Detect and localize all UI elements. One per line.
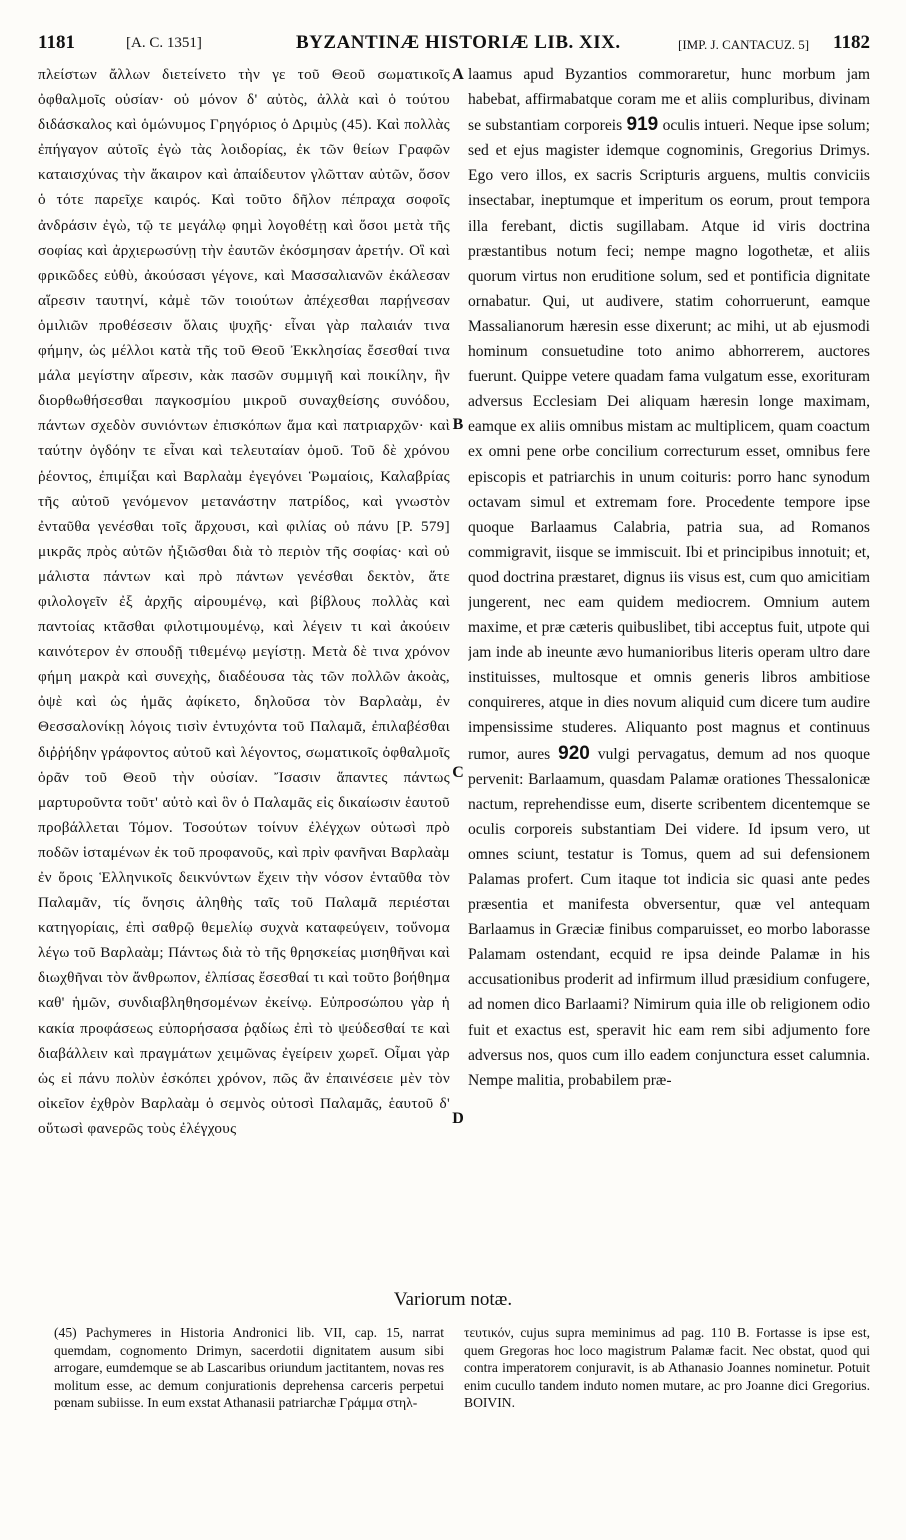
emperor-reference: [IMP. J. CANTACUZ. 5] (678, 37, 810, 52)
page-number-right: 1182 (833, 32, 870, 53)
notes-heading: Variorum notæ. (393, 1289, 513, 1310)
greek-column (38, 62, 450, 1284)
latin-text-part-1: laamus apud Byzantios commoraretur, hunc morbum jam habebat, affirmabatque coram me et aliis compluribus, divinam se substantiam corporeis (468, 66, 870, 135)
footnote-right-column (464, 1324, 870, 1528)
latin-text-part-3: vulgi pervagatus, demum ad nos quoque pervenit: Barlaamum, quasdam Palamæ orationes Thessalonicæ nactum, reprehendisse eum, diserte scribentem dicentemque se oculis corporeis substantiam Dei videre. Id ipsum vero, ut omnes sciunt, testatur is Tomus, quem ad sui defensionem Palamas profert. Cum itaque tot indicia sic quasi ante pedes præsentia et manifesta obversentur, quæ vel antequam Barlaamus in Græciæ finibus comparuisset, eo morbo laborasse Palamam ostendant, ecquid re ipsa deinde Palamæ in his accusationibus proderit ad infirmum illud præsidium confugere, ad nomen dico Barlaami? Nimirum quia ille ob religionem odio fuit et exactus est, speravit hic eam rem sibi adjumento fore adversus nos, quos cum illo eadem conjunctura esset calumnia. Nempe malitia, probabilem præ- (468, 745, 870, 1089)
footnote-45-continued: τευτικόν, cujus supra meminimus ad pag. 110 B. Fortasse is ipse est, quem Gregoras hoc loco magistrum Palamæ facit. Nec obstat, quod qui contra imperatorem conjuravit, is ab Athanasio Joannes nominetur. Potuit enim cucullo tandem induto nomen mutare, ac pro Joanne dici Gregorius. BOIVIN. (464, 1325, 870, 1410)
greek-paragraph: πλείστων ἄλλων διετείνετο τὴν γε τοῦ Θεοῦ σωματικοῖς ὀφθαλμοῖς οὐσίαν· οὐ μόνον δ' αὐτὸς, ἀλλὰ καὶ ὁ τούτου διδάσκαλος καὶ ὁμώνυμος Γρηγόριος ὁ Δριμὺς (45). Καὶ πολλὰς ἐπήγαγον αὐτοῖς ἐγὼ τὰς λοιδορίας, ἐκ τῶν θείων Γραφῶν καταισχύνας τὴν ἄκαιρον καὶ ἀπαίδευτον γλῶτταν αὐτῶν, ὅσον ὁ τότε παρεῖχε καιρός. Καὶ τοῦτο δῆλον πέπραχα σοφοῖς ἀνδράσιν ἐγὼ, τῷ τε μεγάλῳ φημὶ λογοθέτῃ καὶ ὅσοι μετὰ τῆς σοφίας καὶ ἀρχιερωσύνῃ τὴν ἑαυτῶν ἐκόσμησαν ἀρετήν. Οἳ καὶ φρικῶδες εὐθὺ, ἀκούσασι γέγονε, καὶ Μασσαλιανῶν ἐκάλεσαν αἵρεσιν ταυτηνί, κἀμὲ τῶν τοιούτων ἀπέχεσθαι παρῄνεσαν ὁμιλιῶν προθέσεσιν ὅλαις ψυχῆς· εἶναι γὰρ παλαιάν τινα φήμην, ὡς μέλλοι κατὰ τῆς τοῦ Θεοῦ Ἐκκλησίας ἔσεσθαί τινα μάλα μεγίστην αἵρεσιν, κὰκ πασῶν συμμιγῆ καὶ ποικίλην, ἣν διορθωθήσεσθαι παγκοσμίου μικροῦ συναχθείσης συνόδου, πάντων σχεδὸν συνιόντων ἐπισκόπων ἅμα καὶ πατριαρχῶν· καὶ ταύτην ὀγδόην τε εἶναι καὶ τελευταίαν ὁμοῦ. Τοῦ δὲ χρόνου ῥέοντος, ἐπιμίξαι καὶ Βαρλαὰμ ἐγεγόνει Ῥωμαίοις, Καλαβρίας τῆς αὐτοῦ γενόμενον μετανάστην πατρίδος, καὶ γνωστὸν ἐνταῦθα γενέσθαι τοῖς ἄρχουσι, καὶ φιλίας οὐ πάνυ [P. 579] μικρᾶς πρὸς αὐτῶν ἠξιῶσθαι διὰ τὸ περιὸν τῆς σοφίας· καὶ οὐ μάλιστα πάντων καὶ πρὸ πάντων γενέσθαι δεκτὸν, ἅτε φιλολογεῖν ἐξ ἀρχῆς αἱρουμένῳ, καὶ βίβλους πολλὰς καὶ παντοίας κτᾶσθαι φιλοτιμουμένῳ, καὶ λέγειν τι καὶ ἀκούειν καινότερον ἐν σπουδῇ τιθεμένῳ μεγίστῃ. Μετὰ δὲ τινα χρόνον φήμη μακρὰ καὶ συνεχὴς, διαδέουσα τὰς τῶν πολλῶν ἀκοὰς, ὀψὲ καὶ ὡς ἡμᾶς ἀφίκετο, δηλοῦσα τὸν Βαρλαὰμ, ἐν Θεσσαλονίκῃ λόγοις τισὶν ἐντυχόντα τοῦ Παλαμᾶ, ἐπιλαβέσθαι διῤῥήδην γράφοντος αὐτοῦ καὶ λέγοντος, σωματικοῖς ὀφθαλμοῖς ὁρᾶν τοῦ Θεοῦ τὴν οὐσίαν. Ἴσασιν ἅπαντες πάντως μαρτυροῦντα τοῦτ' αὐτὸ καὶ ὃν ὁ Παλαμᾶς εἰς δικαίωσιν ἑαυτοῦ προβάλλεται Τόμον. Τοσούτων τοίνυν ἐλέγχων οὑτωσὶ πρὸ ποδῶν ἱσταμένων ἐκ τοῦ προφανοῦς, καὶ πρὶν φανῆναι Βαρλαὰμ ἐν ὅροις Ἑλληνικοῖς δεικνύντων ἔχειν τὴν νόσον ἐνταῦθα τὸν Παλαμᾶν, τίς ὄνησις ἀληθὴς ταῖς τοῦ Παλαμᾶ περιέσται κατηγορίαις, ἐπὶ σαθρῷ θεμελίῳ συχνὰ καταφεύγειν, τοὔνομα λέγω τοῦ Βαρλαὰμ; Πάντως διὰ τὸ τῆς θρησκείας μισηθῆναι καὶ διωχθῆναι τὸν ἄνθρωπον, ἐλπίσας ἔσεσθαί τι καὶ τοῦτο βοήθημα καθ' ἡμῶν, συνδιαβληθησομένων ἐκείνῳ. Εὐπροσώπου γὰρ ἡ κακία προφάσεως εὐπορήσασα ῥᾳδίως ἐπὶ τὸ ψεύδεσθαί τε καὶ διαβάλλειν καὶ πραγμάτων χειμῶνας ἐγείρειν χωρεῖ. Οἶμαι γὰρ ὡς εἰ πάνυ πολὺν ἐσκόπει χρόνον, πῶς ἂν ἐπαινέσειε μὲν τὸν οἰκεῖον ἐχθρὸν Βαρλαὰμ ὁ σεμνὸς οὑτοσὶ Παλαμᾶς, ἑαυτοῦ δ' οὕτωσὶ φανερῶς τοὺς ἐλέγχους (38, 66, 450, 1137)
margin-letter-b: B (452, 416, 464, 433)
page-number-left: 1181 (38, 32, 75, 53)
latin-column (468, 62, 870, 1284)
running-header (38, 32, 870, 62)
latin-paragraph (468, 62, 870, 1093)
footnote-left-column (54, 1324, 444, 1528)
page-marker-920: 920 (558, 742, 590, 764)
latin-text-part-2: oculis intueri. Neque ipse solum; sed et ejus magister idemque cognominis, Gregorius Drimys. Ego vero illos, ex sacris Scripturis arguens, multis conviciis insectabar, ineptumque et imperitum os eorum, prout tempora illa ferebant, dictis sugillabam. Atque id viris doctrina præstantibus notum feci; nempe magno logothetæ, et aliis quorum virtus non eruditione solum, sed et pontificia dignitate ornabatur. Qui, ut audivere, statim cohorruerunt, eamque Massalianorum hæresin esse dixerunt; ac mihi, ut ab ejusmodi hominum consuetudine toto animo abhorrerem, auctores fuerunt. Quippe vetere quadam fama vulgatum esse, exorituram adversus Ecclesiam Dei aliquam hæresin longe maximam, eamque ex aliis omnibus mistam ac multiplicem, quam coactum ex omni pene orbe concilium correcturum esset, omnibus fere episcopis et patriarchis in unum coituris: porro hanc synodum octavam simul et extremam fore. Procedente tempore ipse quoque Barlaamus Calabria, patria sua, ad Romanos commigravit, iisque se immiscuit. Ibi et principibus innotuit; et, quod doctrina præstaret, dignus iis visus est, cum quo amicitiam jungerent, nec eam quidem mediocrem. Omnium autem maxime, et præ cæteris quibuslibet, tibi acceptus fuit, utpote qui jam inde ab ineunte ævo humanioribus literis operam ultro dare instituisses, multosque et omnis generis libros ambitiose conquireres, atque in dies novum aliquid cum dicere tum audire impensissime studeres. Aliquanto post magnus et continuus rumor, aures (468, 117, 870, 763)
margin-letter-c: C (452, 764, 464, 781)
footnote-45: (45) Pachymeres in Historia Andronici lib. VII, cap. 15, narrat quemdam, cognomento Drimyn, sacerdotii dignitatem ausum sibi arrogare, eumdemque se ab Lascaribus oriundum jactitantem, novas res molitum esse, ac demum conjurationis deprehensa carceris perpetui pœnam subiisse. In eum exstat Athanasii patriarchæ Γράμμα στηλ- (54, 1325, 444, 1410)
margin-letter-d: D (452, 1110, 464, 1127)
page-marker-919: 919 (626, 114, 659, 136)
margin-letter-a: A (452, 66, 464, 83)
running-title: BYZANTINÆ HISTORIÆ LIB. XIX. (296, 32, 621, 53)
year-reference: [A. C. 1351] (126, 35, 202, 51)
